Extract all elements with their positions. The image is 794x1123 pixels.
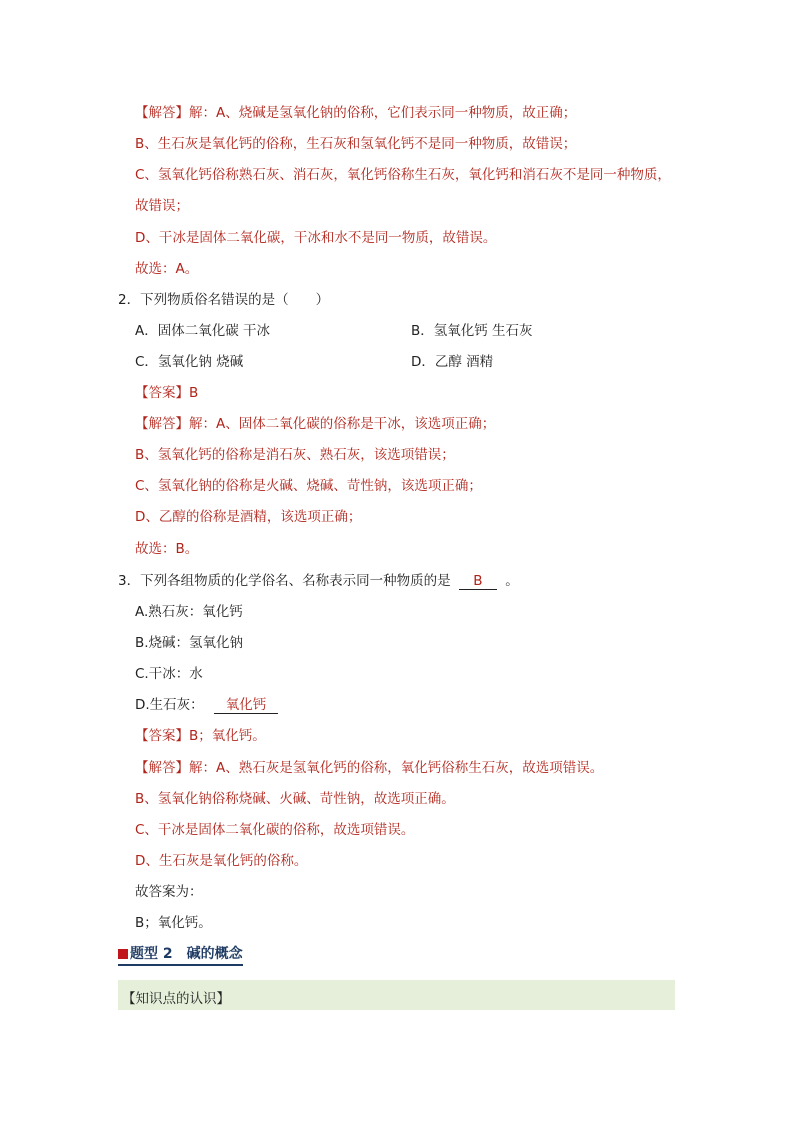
q1-analysis-line-2: B、生石灰是氧化钙的俗称，生石灰和氢氧化钙不是同一种物质，故错误； xyxy=(135,136,577,152)
q3-analysis-line-3: C、干冰是固体二氧化碳的俗称，故选项错误。 xyxy=(135,822,415,838)
q2-option-a: A．固体二氧化碳 干冰 xyxy=(135,323,271,339)
q2-option-b: B．氢氧化钙 生石灰 xyxy=(411,323,533,339)
q1-analysis-line-4: 故错误； xyxy=(135,198,189,214)
section-heading xyxy=(118,943,243,966)
section-heading-text: 题型 2 碱的概念 xyxy=(130,946,243,962)
q2-analysis-line-2: B、氢氧化钙的俗称是消石灰、熟石灰，该选项错误； xyxy=(135,447,455,463)
q2-analysis-line-3: C、氢氧化钠的俗称是火碱、烧碱、苛性钠，该选项正确； xyxy=(135,478,482,494)
q3-final-line-1: 故答案为： xyxy=(135,884,203,900)
q1-analysis-line-5: D、干冰是固体二氧化碳，干冰和水不是同一物质，故错误。 xyxy=(135,230,497,246)
q3-answer-blank: B xyxy=(459,573,497,590)
q3-answer: 【答案】B；氧化钙。 xyxy=(135,728,266,744)
q2-analysis-line-1: 【解答】解：A、固体二氧化碳的俗称是干冰，该选项正确； xyxy=(135,416,496,432)
q1-choice: 故选：A。 xyxy=(135,261,199,277)
q3-analysis-line-4: D、生石灰是氧化钙的俗称。 xyxy=(135,853,308,869)
q3-analysis-line-1: 【解答】解：A、熟石灰是氢氧化钙的俗称，氧化钙俗称生石灰，故选项错误。 xyxy=(135,760,604,776)
q2-answer: 【答案】B xyxy=(135,385,199,401)
q3-stem-text: 3．下列各组物质的化学俗名、名称表示同一种物质的是 xyxy=(118,573,451,589)
q1-analysis-line-1: 【解答】解：A、烧碱是氢氧化钠的俗称，它们表示同一种物质，故正确； xyxy=(135,105,577,121)
knowledge-box xyxy=(118,980,675,1010)
q3-stem xyxy=(118,572,519,590)
q2-analysis-line-4: D、乙醇的俗称是酒精，该选项正确； xyxy=(135,509,362,525)
red-square-icon xyxy=(118,949,128,959)
q3-option-d-text: D.生石灰： xyxy=(135,697,204,713)
q3-analysis-line-2: B、氢氧化钠俗称烧碱、火碱、苛性钠，故选项正确。 xyxy=(135,791,455,807)
q1-analysis-line-3: C、氢氧化钙俗称熟石灰、消石灰，氧化钙俗称生石灰，氧化钙和消石灰不是同一种物质， xyxy=(135,167,671,183)
q3-option-a: A.熟石灰：氧化钙 xyxy=(135,604,243,620)
q3-option-d-blank: 氧化钙 xyxy=(214,697,278,714)
q3-final-line-2: B；氧化钙。 xyxy=(135,915,212,931)
q3-option-c: C.干冰：水 xyxy=(135,666,203,682)
q2-option-c: C．氢氧化钠 烧碱 xyxy=(135,354,244,370)
q3-stem-suffix: 。 xyxy=(505,573,519,589)
q2-stem: 2．下列物质俗名错误的是（ ） xyxy=(118,292,330,308)
q3-option-d xyxy=(135,696,278,714)
q2-choice: 故选：B。 xyxy=(135,541,199,557)
q3-option-b: B.烧碱：氢氧化钠 xyxy=(135,635,244,651)
q2-option-d: D．乙醇 酒精 xyxy=(411,354,494,370)
knowledge-label: 【知识点的认识】 xyxy=(122,991,230,1007)
